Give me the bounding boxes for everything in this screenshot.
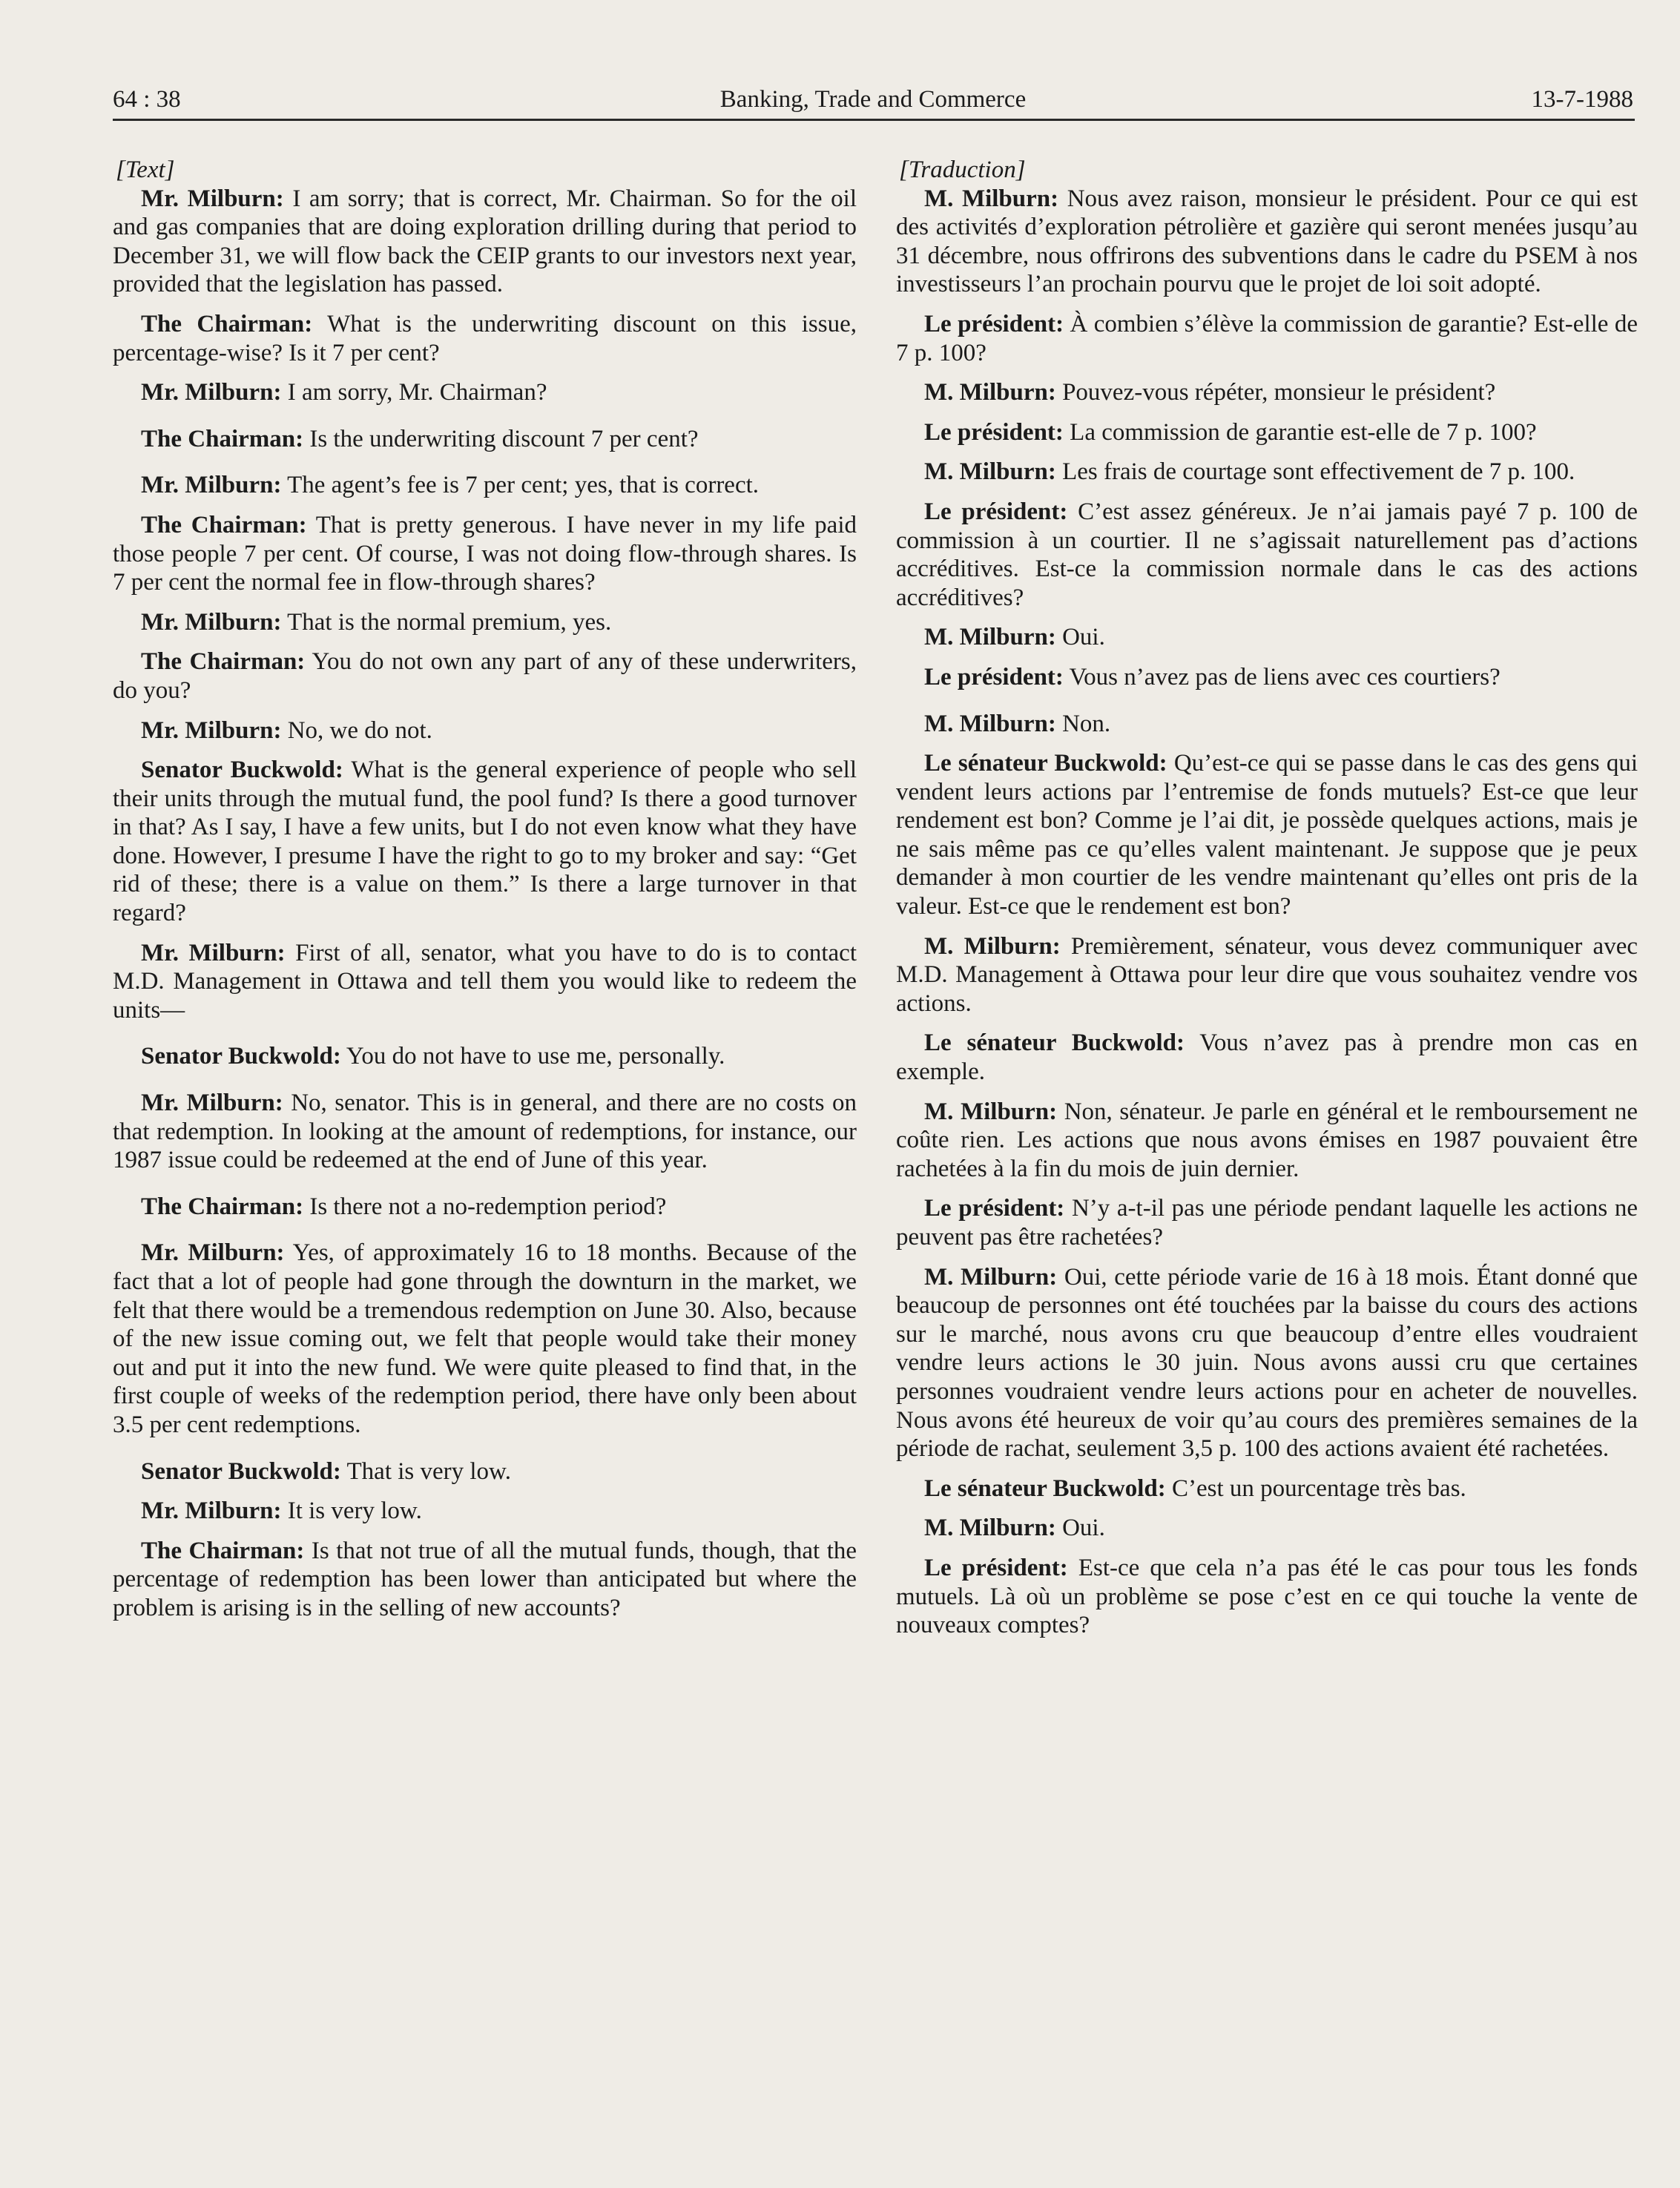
transcript-paragraph [896, 1029, 1638, 1086]
speech-text: No, we do not. [281, 716, 432, 744]
transcript-paragraph [896, 378, 1638, 407]
speech-text: No, senator. This is in general, and there are no costs on that redemption. In looking at the amount of redemptions, for instance, our 1987 issue could be redeemed at the end of June of this year. [113, 1090, 857, 1174]
transcript-paragraph [113, 1042, 857, 1071]
transcript-paragraph [113, 471, 857, 500]
speech-text: I am sorry, Mr. Chairman? [281, 379, 547, 406]
transcript-paragraph [896, 623, 1638, 652]
speaker-name: The Chairman: [141, 511, 307, 538]
page-number: 64 : 38 [113, 86, 181, 113]
speaker-name: The Chairman: [141, 1193, 304, 1220]
speech-text: That is the normal premium, yes. [281, 608, 612, 636]
speaker-name: Le président: [924, 498, 1068, 525]
speech-text: That is very low. [340, 1457, 511, 1485]
speech-text: The agent’s fee is 7 per cent; yes, that is correct. [281, 472, 760, 499]
speech-text: À combien s’élève la commission de garantie? Est-elle de 7 p. 100? [896, 310, 1638, 366]
transcript-paragraph [896, 1514, 1638, 1543]
transcript-paragraph [113, 1537, 857, 1623]
transcript-paragraph [896, 1194, 1638, 1251]
speech-text: Yes, of approximately 16 to 18 months. Because of the fact that a lot of people had gone through the downturn in the market, we felt that there would be a tremendous redemption on June 30. Also, because of the new issue coming out, we felt that people would take their money out and put it into the new fund. We were quite pleased to find that, in the first couple of weeks of the redemption period, there have only been about 3.5 per cent redemptions. [113, 1239, 857, 1438]
speaker-name: Mr. Milburn: [141, 939, 286, 966]
speaker-name: Mr. Milburn: [141, 1090, 283, 1117]
transcript-paragraph [113, 310, 857, 367]
transcript-paragraph [896, 418, 1638, 447]
transcript-paragraph [896, 663, 1638, 692]
speaker-name: The Chairman: [141, 1537, 305, 1564]
transcript-paragraph [113, 608, 857, 637]
transcript-paragraph [113, 1089, 857, 1175]
transcript-paragraph [896, 749, 1638, 921]
speaker-name: Mr. Milburn: [141, 1239, 285, 1267]
column-label: [Text] [116, 156, 175, 183]
speech-text: Oui. [1055, 624, 1105, 651]
transcript-paragraph [113, 1193, 857, 1222]
transcript-paragraph [113, 1239, 857, 1439]
speech-text: Est-ce que cela n’a pas été le cas pour tous les fonds mutuels. Là où un problème se pose c’est en ce qui touche la vente de nouveaux comptes? [896, 1554, 1638, 1639]
transcript-paragraph [896, 1554, 1638, 1640]
speaker-name: Senator Buckwold: [141, 757, 343, 784]
speech-text: C’est assez généreux. Je n’ai jamais payé 7 p. 100 de commission à un courtier. Il ne s’agissait naturellement pas d’actions accréditives. Est-ce la commission normale dans le cas des actions accréditives? [896, 498, 1638, 611]
header-date: 13-7-1988 [1531, 86, 1633, 113]
speech-text: La commission de garantie est-elle de 7 p. 100? [1063, 418, 1537, 446]
speaker-name: Le président: [924, 418, 1064, 446]
speech-text: You do not own any part of any of these underwriters, do you? [113, 648, 857, 704]
speech-text: Is that not true of all the mutual funds, though, that the percentage of redemption has been lower than anticipated but where the problem is arising is in the selling of new accounts? [113, 1537, 857, 1621]
speaker-name: Senator Buckwold: [141, 1457, 341, 1485]
transcript-paragraph [113, 716, 857, 745]
speech-text: First of all, senator, what you have to do is to contact M.D. Management in Ottawa and tell them you would like to redeem the units— [113, 939, 857, 1024]
french-column [896, 156, 1638, 1651]
speaker-name: Senator Buckwold: [141, 1043, 341, 1070]
speaker-name: Le président: [924, 310, 1064, 337]
speaker-name: The Chairman: [141, 648, 306, 676]
transcript-paragraph [113, 425, 857, 454]
speaker-name: M. Milburn: [924, 932, 1061, 960]
speaker-name: The Chairman: [141, 310, 313, 337]
speaker-name: Mr. Milburn: [141, 379, 282, 406]
speech-text: What is the underwriting discount on this issue, percentage-wise? Is it 7 per cent? [113, 310, 857, 366]
speaker-name: M. Milburn: [924, 379, 1056, 406]
speech-text: I am sorry; that is correct, Mr. Chairman. So for the oil and gas companies that are doing exploration drilling during that period to December 31, we will flow back the CEIP grants to our investors next year, provided that the legislation has passed. [113, 185, 857, 298]
speaker-name: Le président: [924, 1195, 1065, 1222]
speaker-name: Le sénateur Buckwold: [924, 1029, 1185, 1057]
speech-text: It is very low. [281, 1497, 422, 1525]
speech-text: C’est un pourcentage très bas. [1165, 1474, 1466, 1502]
speaker-name: M. Milburn: [924, 1098, 1058, 1125]
speech-text: Non, sénateur. Je parle en général et le remboursement ne coûte rien. Les actions que nous avons émises en 1987 pouvaient être rachetées à la fin du mois de juin dernier. [896, 1098, 1638, 1182]
transcript-paragraph [896, 1263, 1638, 1463]
transcript-paragraph [896, 1474, 1638, 1503]
transcript-paragraph [113, 378, 857, 407]
transcript-paragraph [113, 756, 857, 928]
transcript-paragraph [896, 458, 1638, 487]
speech-text: Non. [1055, 710, 1111, 737]
header-rule [113, 119, 1635, 121]
speech-text: What is the general experience of people who sell their units through the mutual fund, the pool fund? Is there a good turnover in that? As I say, I have a few units, but I do not even know what they have done. However, I presume I have the right to go to my broker and say: “Get rid of these; there is a value on them.” Is there a large turnover in that regard? [113, 757, 857, 927]
speech-text: You do not have to use me, personally. [340, 1043, 725, 1070]
speech-text: Pouvez-vous répéter, monsieur le président? [1055, 379, 1496, 406]
speech-text: Premièrement, sénateur, vous devez communiquer avec M.D. Management à Ottawa pour leur dire que vous souhaitez vendre vos actions. [896, 932, 1638, 1017]
transcript-paragraph [113, 647, 857, 705]
transcript-paragraph [896, 310, 1638, 367]
speech-text: Qu’est-ce qui se passe dans le cas des gens qui vendent leurs actions par l’entremise de fonds mutuels? Est-ce que leur rendement est bon? Comme je l’ai dit, je possède quelques actions, mais je ne sais même pas ce qu’elles valent maintenant. Je suppose que je peux demander à mon courtier de les vendre maintenant qu’elles ont pris de la valeur. Est-ce que le rendement est bon? [896, 750, 1638, 920]
speaker-name: Mr. Milburn: [141, 185, 284, 212]
speaker-name: M. Milburn: [924, 1515, 1056, 1542]
speech-text: Les frais de courtage sont effectivement de 7 p. 100. [1055, 458, 1575, 486]
speech-text: That is pretty generous. I have never in my life paid those people 7 per cent. Of course, I was not doing flow-through shares. Is 7 per cent the normal fee in flow-through shares? [113, 511, 857, 596]
speaker-name: Le président: [924, 1554, 1068, 1581]
transcript-paragraph [896, 498, 1638, 612]
transcript-paragraph [896, 185, 1638, 299]
speech-text: Is the underwriting discount 7 per cent? [303, 425, 699, 452]
speaker-name: Le sénateur Buckwold: [924, 1474, 1166, 1502]
column-label: [Traduction] [899, 156, 1026, 183]
speaker-name: The Chairman: [141, 425, 304, 452]
speaker-name: Mr. Milburn: [141, 1497, 282, 1525]
speaker-name: Mr. Milburn: [141, 608, 282, 636]
speaker-name: M. Milburn: [924, 185, 1059, 212]
speech-text: Is there not a no-redemption period? [303, 1193, 667, 1220]
running-title: Banking, Trade and Commerce [719, 86, 1027, 113]
speech-text: Oui. [1055, 1515, 1105, 1542]
speaker-name: M. Milburn: [924, 710, 1056, 737]
transcript-paragraph [896, 710, 1638, 739]
speaker-name: Le président: [924, 663, 1064, 691]
speaker-name: Mr. Milburn: [141, 472, 282, 499]
transcript-paragraph [896, 932, 1638, 1018]
transcript-paragraph [896, 1098, 1638, 1184]
transcript-paragraph [113, 1457, 857, 1486]
speaker-name: M. Milburn: [924, 1263, 1058, 1291]
page-header [113, 82, 1633, 123]
english-column [113, 156, 857, 1634]
transcript-paragraph [113, 1497, 857, 1526]
speech-text: Oui, cette période varie de 16 à 18 mois. Étant donné que beaucoup de personnes ont été touchées par la baisse du cours des actions sur le marché, nous avons cru que beaucoup d’entre elles voudraient vendre leurs actions le 30 juin. Nous avons aussi cru que certaines personnes voudraient vendre leurs actions pour en acheter de nouvelles. Nous avons été heureux de voir qu’au cours des premières semaines de la période de rachat, seulement 3,5 p. 100 des actions avaient été rachetées. [896, 1263, 1638, 1463]
speech-text: Nous avez raison, monsieur le président. Pour ce qui est des activités d’exploration pétrolière et gazière qui seront menées jusqu’au 31 décembre, nous offrirons des subventions dans le cadre du PSEM à nos investisseurs l’an prochain pourvu que le projet de loi soit adopté. [896, 185, 1638, 298]
speaker-name: Mr. Milburn: [141, 716, 282, 744]
transcript-paragraph [113, 185, 857, 299]
speaker-name: Le sénateur Buckwold: [924, 750, 1167, 777]
speech-text: Vous n’avez pas de liens avec ces courtiers? [1063, 663, 1501, 691]
transcript-paragraph [113, 939, 857, 1025]
transcript-paragraph [113, 511, 857, 597]
speech-text: Vous n’avez pas à prendre mon cas en exemple. [896, 1029, 1638, 1086]
speech-text: N’y a-t-il pas une période pendant laquelle les actions ne peuvent pas être rachetées? [896, 1195, 1638, 1250]
speaker-name: M. Milburn: [924, 458, 1056, 486]
speaker-name: M. Milburn: [924, 624, 1056, 651]
